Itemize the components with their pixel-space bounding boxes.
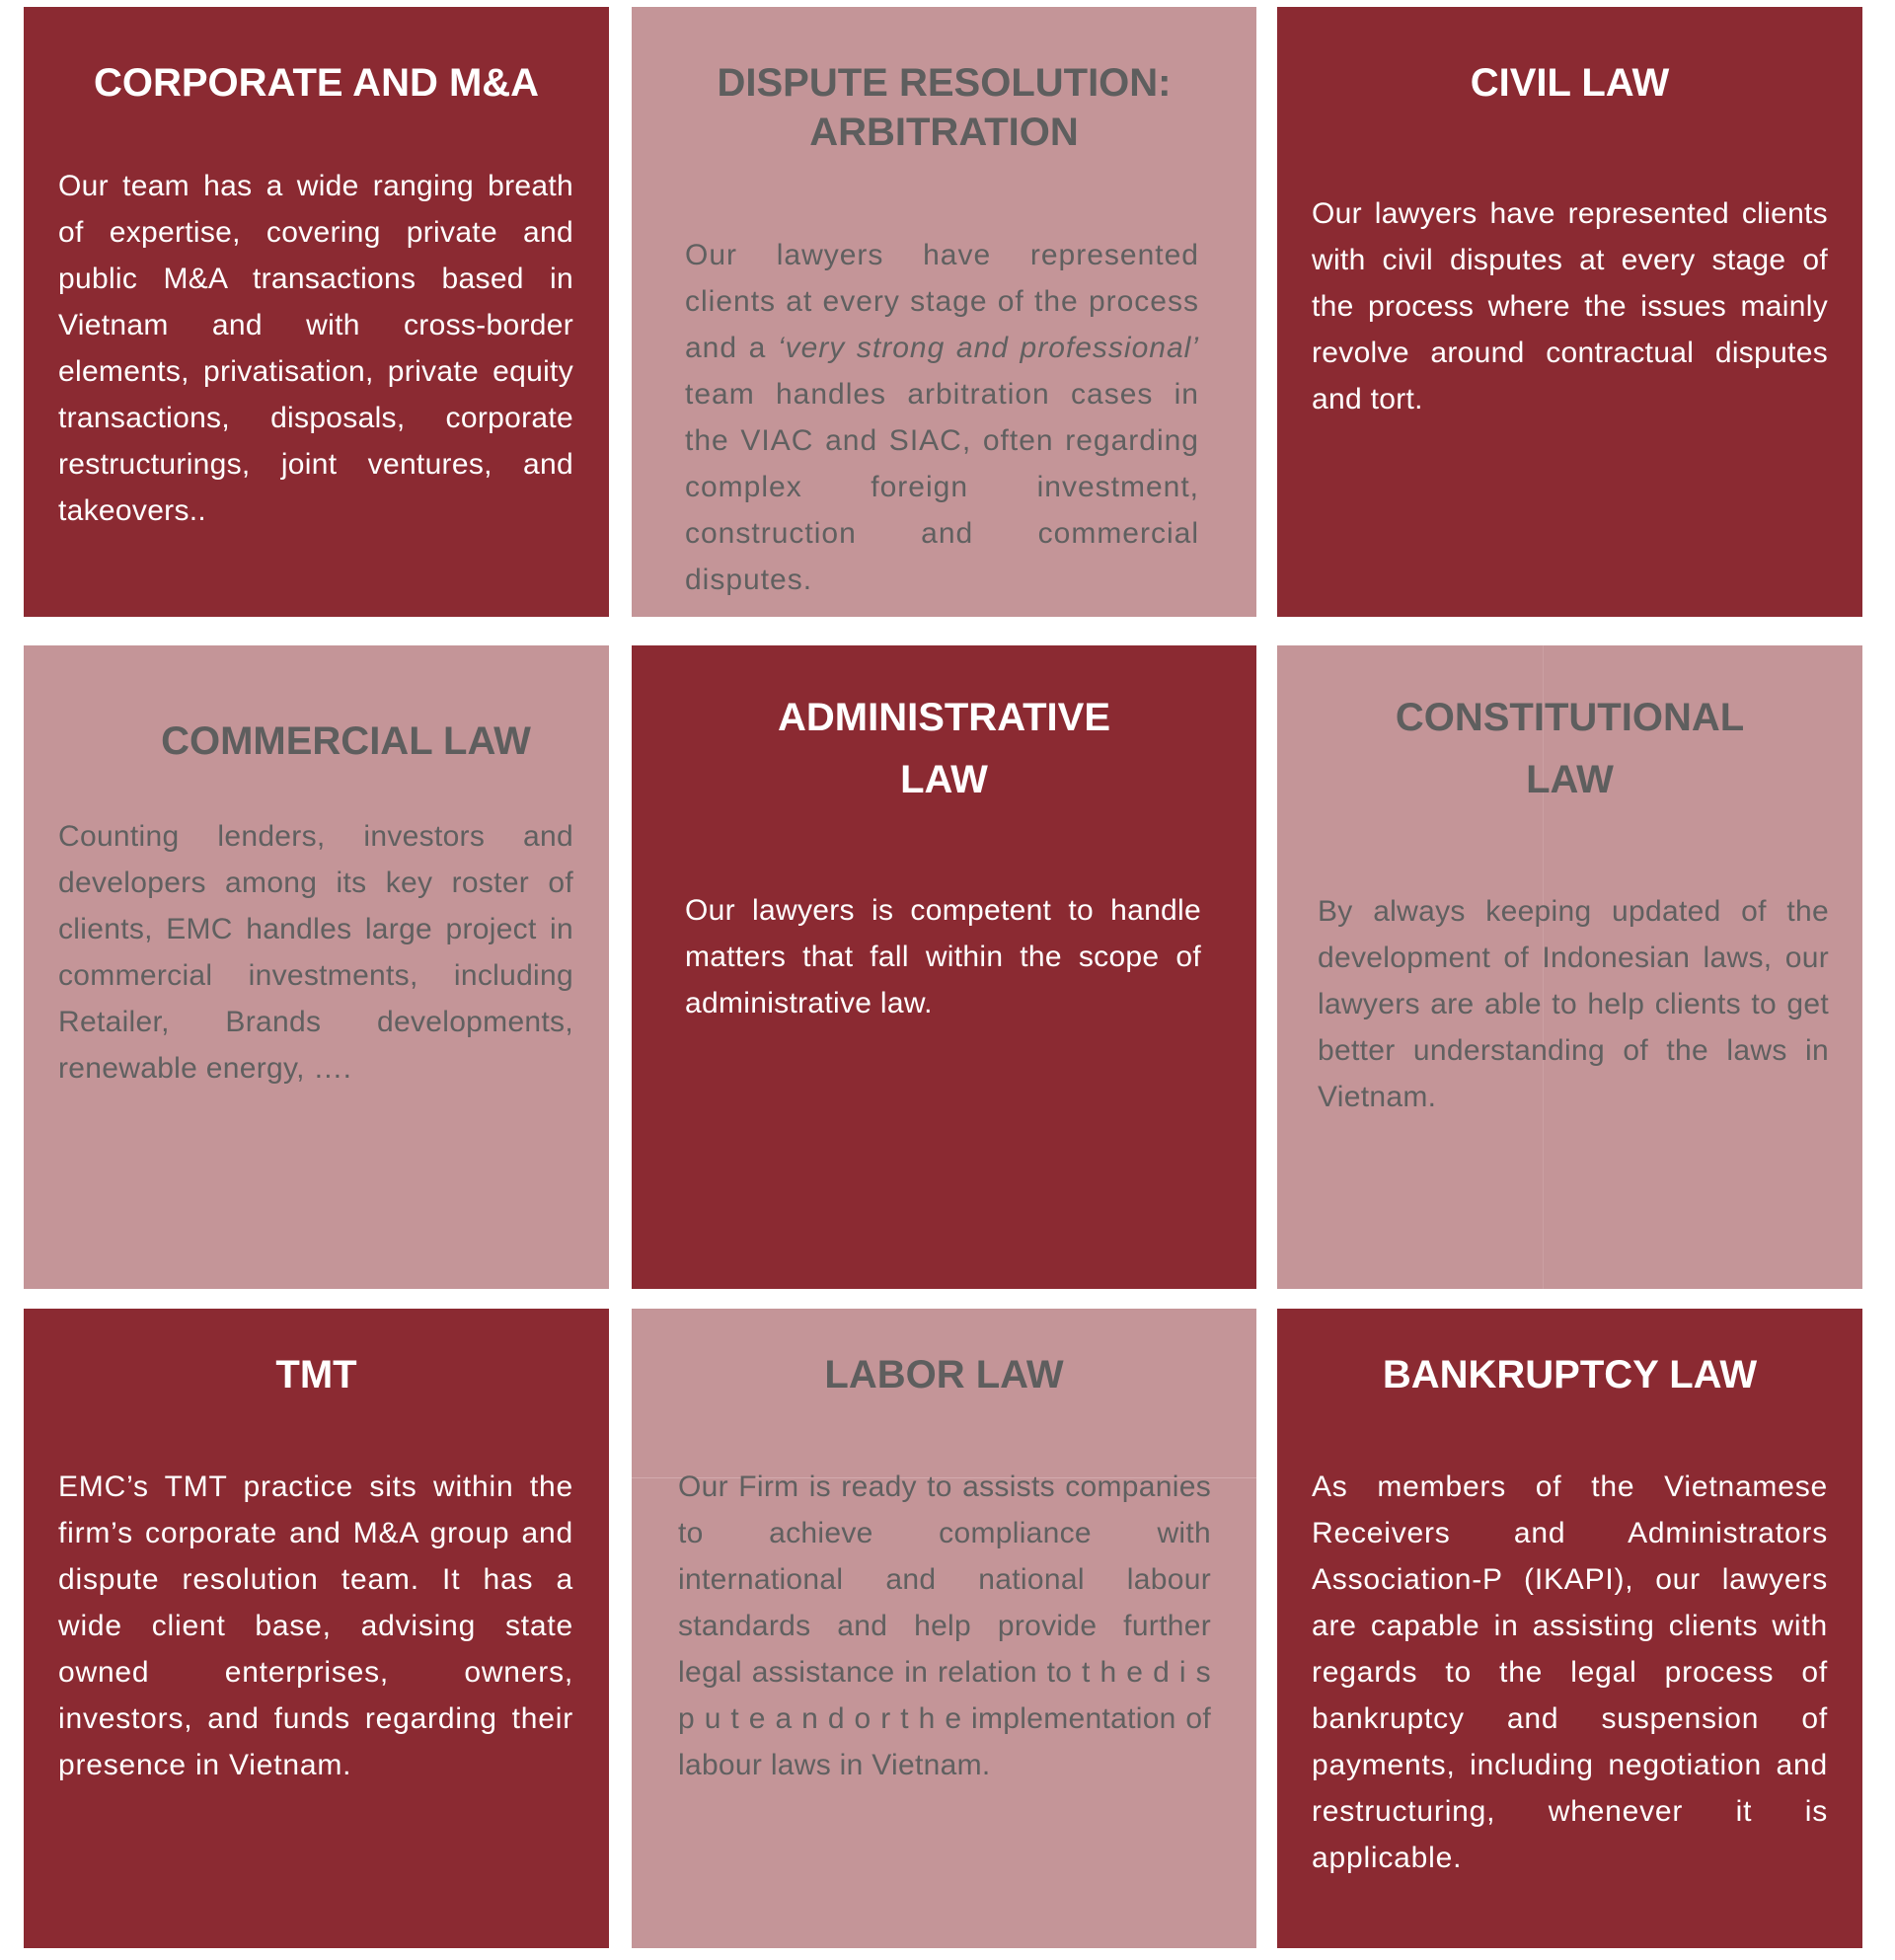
card-title xyxy=(661,58,1227,157)
card-body: As members of the Vietnamese Receivers and Administrators Association-P (IKAPI), our lawyers are capable in assisting clients with regards to the legal process of bankruptcy and suspension of payments, including negotiation and restructuring, whenever it is applicable. xyxy=(1312,1470,1828,1874)
card-body-text: team handles arbitration cases in the VIAC and SIAC, often regarding complex foreign investment, construction and commercial disputes. xyxy=(685,378,1199,596)
card-administrative-law xyxy=(632,645,1256,1289)
card-body: Our Firm is ready to assists companies to achieve compliance with international and national labour standards and help provide further legal assistance in relation to t h e d i s p u t e a n d o r t h e implementation of labour laws in Vietnam. xyxy=(678,1470,1211,1781)
card-commercial-law xyxy=(24,645,609,1289)
card-body-emphasis: ‘very strong and professional’ xyxy=(777,332,1199,364)
card-body: Counting lenders, investors and developers among its key roster of clients, EMC handles large project in commercial investments, including Retailer, Brands developments, renewable energy, …. xyxy=(58,820,573,1085)
card-tmt xyxy=(24,1309,609,1948)
card-civil-law xyxy=(1277,7,1862,617)
card-title: CIVIL LAW xyxy=(1470,61,1670,105)
card-bankruptcy-law xyxy=(1277,1309,1862,1948)
card-body xyxy=(685,232,1199,603)
card-title: COMMERCIAL LAW xyxy=(161,719,531,763)
card-dispute-resolution-arbitration xyxy=(632,7,1256,617)
card-title: LABOR LAW xyxy=(824,1353,1064,1396)
card-title: TMT xyxy=(275,1353,357,1396)
card-title-line: ARBITRATION xyxy=(809,111,1079,154)
card-title: CORPORATE AND M&A xyxy=(93,61,540,105)
card-constitutional-law xyxy=(1277,645,1862,1289)
card-title-line: DISPUTE RESOLUTION: xyxy=(717,61,1172,105)
card-title xyxy=(1277,687,1862,811)
card-title-line: LAW xyxy=(1526,758,1614,801)
card-labor-law xyxy=(632,1309,1256,1948)
card-title xyxy=(632,687,1256,811)
card-title-line: ADMINISTRATIVE xyxy=(777,696,1111,739)
card-body: Our team has a wide ranging breath of expertise, covering private and public M&A transactions based in Vietnam and with cross-border elements, privatisation, private equity transactions, disposals, corporate restructurings, joint ventures, and takeovers.. xyxy=(58,170,573,527)
card-body: EMC’s TMT practice sits within the firm’s corporate and M&A group and dispute resolution team. It has a wide client base, advising state owned enterprises, owners, investors, and funds regarding their presence in Vietnam. xyxy=(58,1470,573,1781)
card-body-text: Our lawyers have represented clients at every stage of the process and a xyxy=(685,239,1199,364)
card-body: Our lawyers is competent to handle matters that fall within the scope of administrative law. xyxy=(685,894,1201,1019)
card-body: Our lawyers have represented clients with civil disputes at every stage of the process where the issues mainly revolve around contractual disputes and tort. xyxy=(1312,197,1828,415)
card-title: BANKRUPTCY LAW xyxy=(1382,1353,1758,1396)
card-title-line: LAW xyxy=(900,758,988,801)
card-body: By always keeping updated of the development of Indonesian laws, our lawyers are able to help clients to get better understanding of the laws in Vietnam. xyxy=(1318,895,1829,1113)
card-corporate-ma xyxy=(24,7,609,617)
card-title-line: CONSTITUTIONAL xyxy=(1395,696,1745,739)
